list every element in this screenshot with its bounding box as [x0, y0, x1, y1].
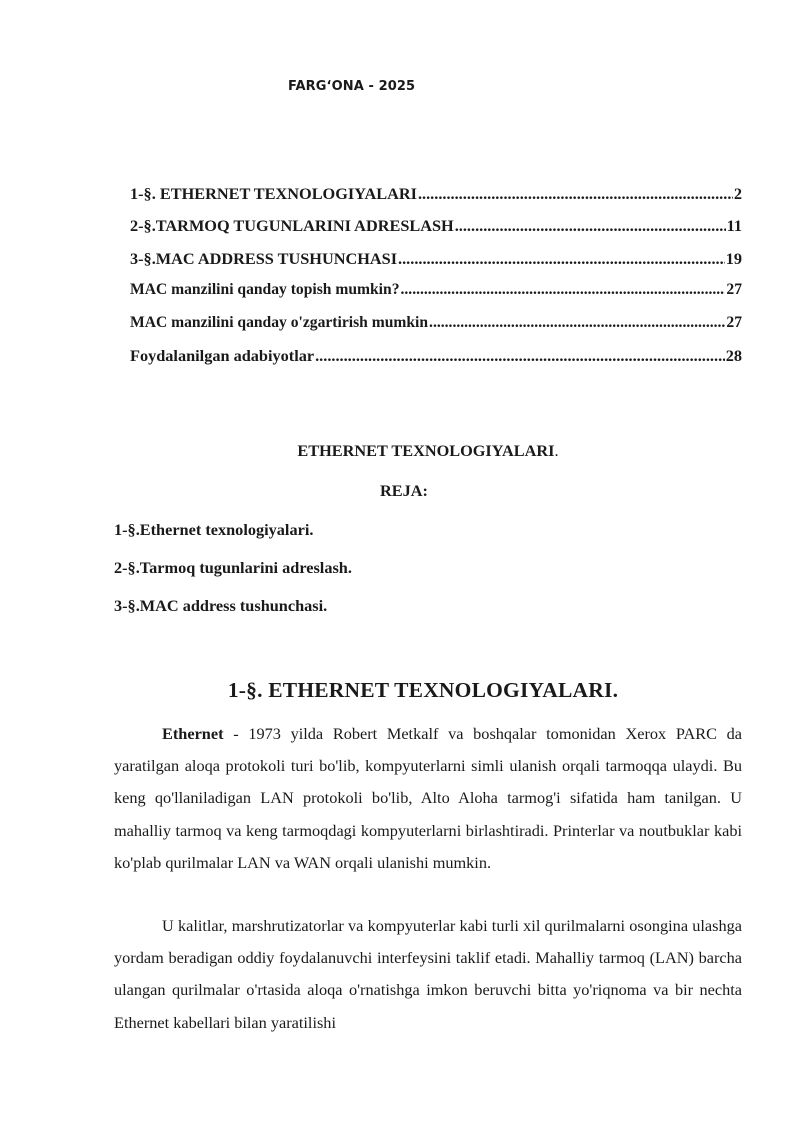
toc-entry[interactable] [130, 216, 742, 248]
body-paragraph [114, 718, 742, 879]
toc-entry-title: 1-§. ETHERNET TEXNOLOGIYALARI [130, 184, 417, 203]
toc-entry-page: 2 [733, 184, 742, 203]
toc-entry-page: 11 [726, 216, 742, 236]
section-heading-period: . [554, 441, 559, 460]
toc-entry-page: 27 [726, 281, 742, 299]
toc-entry[interactable] [130, 249, 742, 281]
chapter-heading: 1-§. ETHERNET TEXNOLOGIYALARI. [227, 678, 619, 702]
place-year: FARG‘ONA - 2025 [288, 79, 416, 94]
toc-entry-page: 19 [725, 248, 742, 268]
body-paragraph: U kalitlar, marshrutizatorlar va kompyuterlar kabi turli xil qurilmalarni osongina ulashga yordam beradigan oddiy foydalanuvchi interfeysini taklif etadi. Mahalliy tarmoq (LAN) barcha ulangan qurilmalar o'rtasida aloqa o'rnatishga imkon beruvchi bitta yo'riqnoma va bir nechta Ethernet kabellari bilan yaratilishi [114, 916, 742, 1032]
section-heading [0, 441, 800, 461]
toc-entry[interactable] [130, 281, 742, 313]
toc-leader-dots [398, 249, 725, 269]
section-heading-text: ETHERNET TEXNOLOGIYALARI [297, 441, 555, 460]
toc-entry-title: Foydalanilgan adabiyotlar [130, 345, 315, 365]
plan-item: 2-§.Tarmoq tugunlarini adreslash. [114, 558, 352, 577]
plan-list [114, 519, 352, 633]
toc-entry[interactable] [130, 314, 742, 346]
plan-item: 3-§.MAC address tushunchasi. [114, 596, 328, 615]
plan-item: 1-§.Ethernet texnologiyalari. [114, 520, 314, 539]
toc-entry-page: 27 [726, 313, 742, 331]
toc-leader-dots [315, 346, 725, 366]
toc-leader-dots [418, 184, 733, 204]
toc-leader-dots [401, 281, 726, 299]
toc-entry-title: MAC manzilini qanday topish mumkin? [130, 281, 400, 299]
toc-entry[interactable] [130, 184, 742, 216]
toc-entry-title: 3-§.MAC ADDRESS TUSHUNCHASI [130, 248, 398, 268]
toc-entry-title: 2-§.TARMOQ TUGUNLARINI ADRESLASH [130, 216, 454, 236]
toc-entry[interactable] [130, 346, 742, 378]
plan-label: REJA: [380, 481, 428, 500]
toc-entry-page: 28 [725, 345, 742, 365]
toc-leader-dots [429, 314, 725, 332]
toc-leader-dots [455, 216, 726, 236]
table-of-contents [130, 184, 742, 378]
term-ethernet: Ethernet [162, 724, 224, 743]
paragraph-text: - 1973 yilda Robert Metkalf va boshqalar tomonidan Xerox PARC da yaratilgan aloqa protokoli turi bo'lib, kompyuterlarni simli ulanish orqali tarmoqqa ulaydi. Bu keng qo'llaniladigan LAN protokoli bo'lib, Alto Aloha tarmog'i sifatida ham tanilgan. U mahalliy tarmoq va keng tarmoqdagi kompyuterlarni birlashtiradi. Printerlar va noutbuklar kabi ko'plab qurilmalar LAN va WAN orqali ulanishi mumkin. [114, 724, 742, 872]
toc-entry-title: MAC manzilini qanday o'zgartirish mumkin [130, 313, 429, 331]
